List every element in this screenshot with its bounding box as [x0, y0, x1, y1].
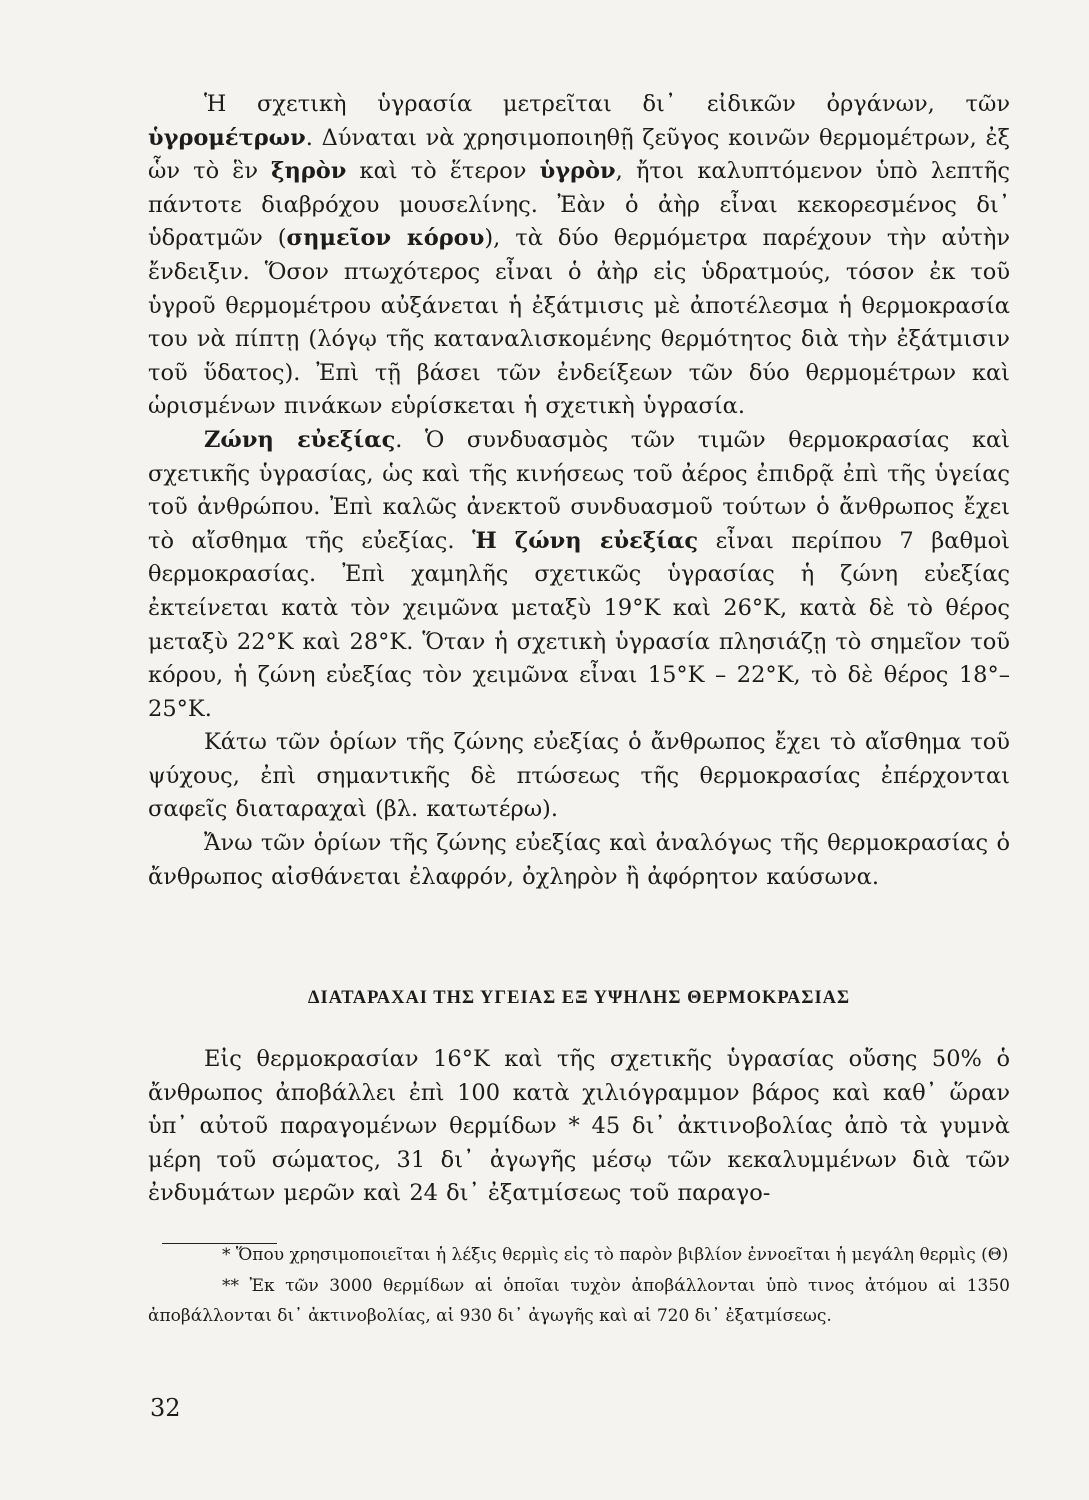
footnote-2: ** Ἐκ τῶν 3000 θερμίδων αἱ ὁποῖαι τυχὸν ἀποβάλλονται ὑπὸ τινος ἀτόμου αἱ 1350 ἀποβάλλονται δι᾽ ἀκτινοβολίας, αἱ 930 δι᾽ ἀγωγῆς καὶ αἱ 720 δι᾽ ἐξατμίσεως.: [148, 1275, 1010, 1326]
footnote-1: * Ὅπου χρησιμοποιεῖται ἡ λέξις θερμὶς εἰς τὸ παρὸν βιβλίον ἐννοεῖται ἡ μεγάλη θερμὶς (Θ): [222, 1245, 1009, 1265]
section-body: [148, 1043, 1010, 1211]
bold-term: σημεῖον κόρου: [286, 225, 485, 252]
text-span: εἶναι περίπου 7 βαθμοὶ θερμοκρασίας. Ἐπὶ χαμηλῆς σχετικῶς ὑγρασίας ἡ ζώνη εὐεξίας ἐκτείνεται κατὰ τὸν χειμῶνα μεταξὺ 19°Κ καὶ 26°Κ, κατὰ δὲ τὸ θέρος μεταξὺ 22°Κ καὶ 28°Κ. Ὅταν ἡ σχετικὴ ὑγρασία πλησιάζῃ τὸ σημεῖον τοῦ κόρου, ἡ ζώνη εὐεξίας τὸν χειμῶνα εἶναι 15°Κ – 22°Κ, τὸ δὲ θέρος 18°–25°Κ.: [148, 527, 1010, 722]
text-span: ), τὰ δύο θερμόμετρα παρέχουν τὴν αὐτὴν ἔνδειξιν. Ὅσον πτωχότερος εἶναι ὁ ἀὴρ εἰς ὑδρατμούς, τόσον ἐκ τοῦ ὑγροῦ θερμομέτρου αὐξάνεται ἡ ἐξάτμισις μὲ ἀποτέλεσμα ἡ θερμοκρασία του νὰ πίπτῃ (λόγῳ τῆς καταναλισκομένης θερμότητος διὰ τὴν ἐξάτμισιν τοῦ ὕδατος). Ἐπὶ τῇ βάσει τῶν ἐνδείξεων τῶν δύο θερμομέτρων καὶ ὡρισμένων πινάκων εὑρίσκεται ἡ σχετικὴ ὑγρασία.: [148, 225, 1011, 420]
bold-term: ὑγρὸν: [539, 158, 616, 185]
text-span: Ἄνω τῶν ὁρίων τῆς ζώνης εὐεξίας καὶ ἀναλόγως τῆς θερμοκρασίας ὁ ἄνθρωπος αἰσθάνεται ἐλαφρόν, ὀχληρὸν ἢ ἀφόρητον καύσωνα.: [148, 830, 1010, 890]
paragraph-comfort-zone: [148, 424, 1010, 726]
text-span: . Δύναται νὰ χρησιμοποιηθῇ ζεῦγος κοινῶν θερμομέτρων, ἐξ ὧν τὸ ἓν: [148, 124, 1010, 185]
section-heading: ΔΙΑΤΑΡΑΧΑΙ ΤΗΣ ΥΓΕΙΑΣ ΕΞ ΥΨΗΛΗΣ ΘΕΡΜΟΚΡΑΣΙΑΣ: [307, 988, 851, 1008]
bold-term: ὑγρομέτρων: [148, 124, 306, 151]
bold-term: Ἡ ζώνη εὐεξίας: [472, 527, 699, 554]
text-span: . Ὁ συνδυασμὸς τῶν τιμῶν θερμοκρασίας καὶ σχετικῆς ὑγρασίας, ὡς καὶ τῆς κινήσεως τοῦ ἀέρος ἐπιδρᾷ ἐπὶ τῆς ὑγείας τοῦ ἀνθρώπου. Ἐπὶ καλῶς ἀνεκτοῦ συνδυασμοῦ τούτων ὁ ἄνθρωπος ἔχει τὸ αἴσθημα τῆς εὐεξίας.: [148, 426, 1010, 554]
text-span: Κάτω τῶν ὁρίων τῆς ζώνης εὐεξίας ὁ ἄνθρωπος ἔχει τὸ αἴσθημα τοῦ ψύχους, ἐπὶ σημαντικῆς δὲ πτώσεως τῆς θερμοκρασίας ἐπέρχονται σαφεῖς διαταραχαὶ (βλ. κατωτέρω).: [148, 729, 1010, 823]
text-span: , ἤτοι καλυπτόμενον ὑπὸ λεπτῆς πάντοτε διαβρόχου μουσελίνης. Ἐὰν ὁ ἀὴρ εἶναι κεκορεσμένος δι᾽ ὑδρατμῶν (: [148, 158, 1011, 252]
bold-term: ξηρὸν: [271, 158, 347, 185]
paragraph-hygrometers: [148, 88, 1010, 424]
footnotes: [148, 1240, 1010, 1332]
paragraph-cold: [148, 726, 1010, 827]
page-number: 32: [150, 1394, 181, 1422]
text-span: καὶ τὸ ἕτερον: [346, 158, 540, 185]
paragraph-heat: [148, 827, 1010, 894]
bold-term: Ζώνη εὐεξίας: [204, 426, 396, 453]
text-span: Ἡ σχετικὴ ὑγρασία μετρεῖται δι᾽ εἰδικῶν ὀργάνων, τῶν: [204, 91, 1010, 117]
paragraph-heat-loss: Εἰς θερμοκρασίαν 16°Κ καὶ τῆς σχετικῆς ὑγρασίας οὔσης 50% ὁ ἄνθρωπος ἀποβάλλει ἐπὶ 100 κατὰ χιλιόγραμμον βάρος καὶ καθ᾽ ὥραν ὑπ᾽ αὐτοῦ παραγομένων θερμίδων * 45 δι᾽ ἀκτινοβολίας ἀπὸ τὰ γυμνὰ μέρη τοῦ σώματος, 31 δι᾽ ἀγωγῆς μέσῳ τῶν κεκαλυμμένων διὰ τῶν ἐνδυμάτων μερῶν καὶ 24 δι᾽ ἐξατμίσεως τοῦ παραγο-: [148, 1046, 1010, 1207]
body-text: [148, 88, 1010, 894]
